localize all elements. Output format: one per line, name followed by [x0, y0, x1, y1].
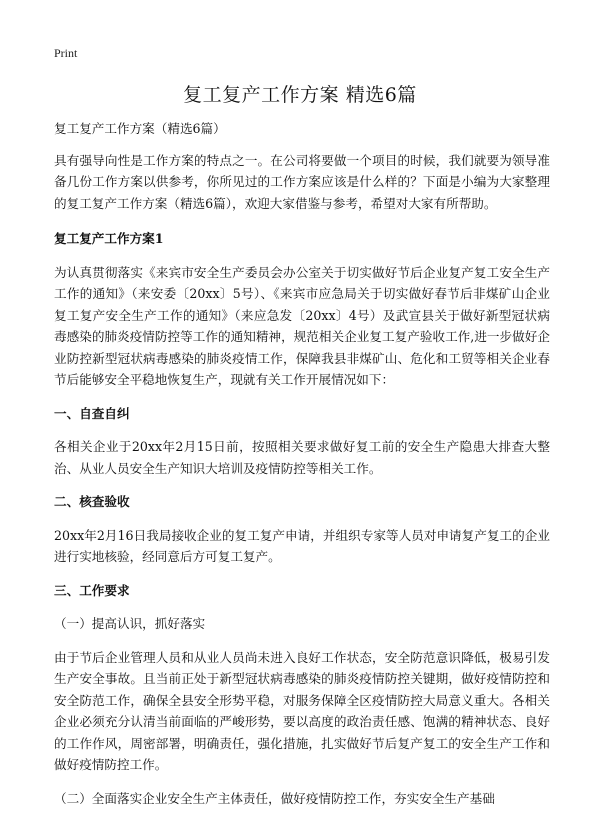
- section-heading-1: 复工复产工作方案1: [54, 231, 164, 246]
- intro-paragraph: 具有强导向性是工作方案的特点之一。在公司将要做一个项目的时候，我们就要为领导准备几份工作方案以供参考，你所见过的工作方案应该是什么样的？下面是小编为大家整理的复工复产工作方案（精选6篇），欢迎大家借鉴与参考，希望对大家有所帮助。: [54, 152, 550, 211]
- document-subtitle: 复工复产工作方案（精选6篇）: [54, 121, 226, 136]
- print-label: Print: [54, 46, 78, 60]
- document-body: [54, 118, 550, 821]
- part-heading-self-check: 一、自查自纠: [54, 405, 130, 421]
- part-heading-verification: 二、核查验收: [54, 494, 130, 509]
- part-heading-requirements: 三、工作要求: [54, 582, 130, 598]
- paragraph-awareness: 由于节后企业管理人员和从业人员尚未进入良好工作状态，安全防范意识降低，极易引发生产安全事故。且当前正处于新型冠状病毒感染的肺炎疫情防控关键期，做好疫情防控和安全防范工作，确保全县安全形势平稳，对服务保障全区疫情防控大局意义重大。各相关企业必须充分认清当前面临的严峻形势，要以高度的政治责任感、饱满的精神状态、良好的工作作风，周密部署，明确责任，强化措施，扎实做好节后复产复工的安全生产工作和做好疫情防控工作。: [54, 649, 550, 772]
- part-paragraph-verification: 20xx年2月16日我局接收企业的复工复产申请，并组织专家等人员对申请复产复工的企业进行实地核验，经同意后方可复工复产。: [54, 527, 550, 564]
- document-title: 复工复产工作方案 精选6篇: [183, 84, 417, 106]
- part-paragraph-self-check: 各相关企业于20xx年2月15日前，按照相关要求做好复工前的安全生产隐患大排查大整治、从业人员安全生产知识大培训及疫情防控等相关工作。: [54, 439, 550, 476]
- subheading-responsibility: （二）全面落实企业安全生产主体责任，做好疫情防控工作，夯实安全生产基础: [54, 790, 495, 806]
- subheading-awareness: （一）提高认识，抓好落实: [54, 616, 206, 631]
- section-paragraph-1: 为认真贯彻落实《来宾市安全生产委员会办公室关于切实做好节后企业复产复工安全生产工作的通知》（来安委〔20xx〕5号）、《来宾市应急局关于切实做好春节后非煤矿山企业复工复产安全生产工作的通知》（来应急发〔20xx〕4号）及武宣县关于做好新型冠状病毒感染的肺炎疫情防控等工作的通知精神，规范相关企业复工复产验收工作,进一步做好企业防控新型冠状病毒感染的肺炎疫情工作，保障我县非煤矿山、危化和工贸等相关企业春节后能够安全平稳地恢复生产，现就有关工作开展情况如下：: [54, 264, 550, 387]
